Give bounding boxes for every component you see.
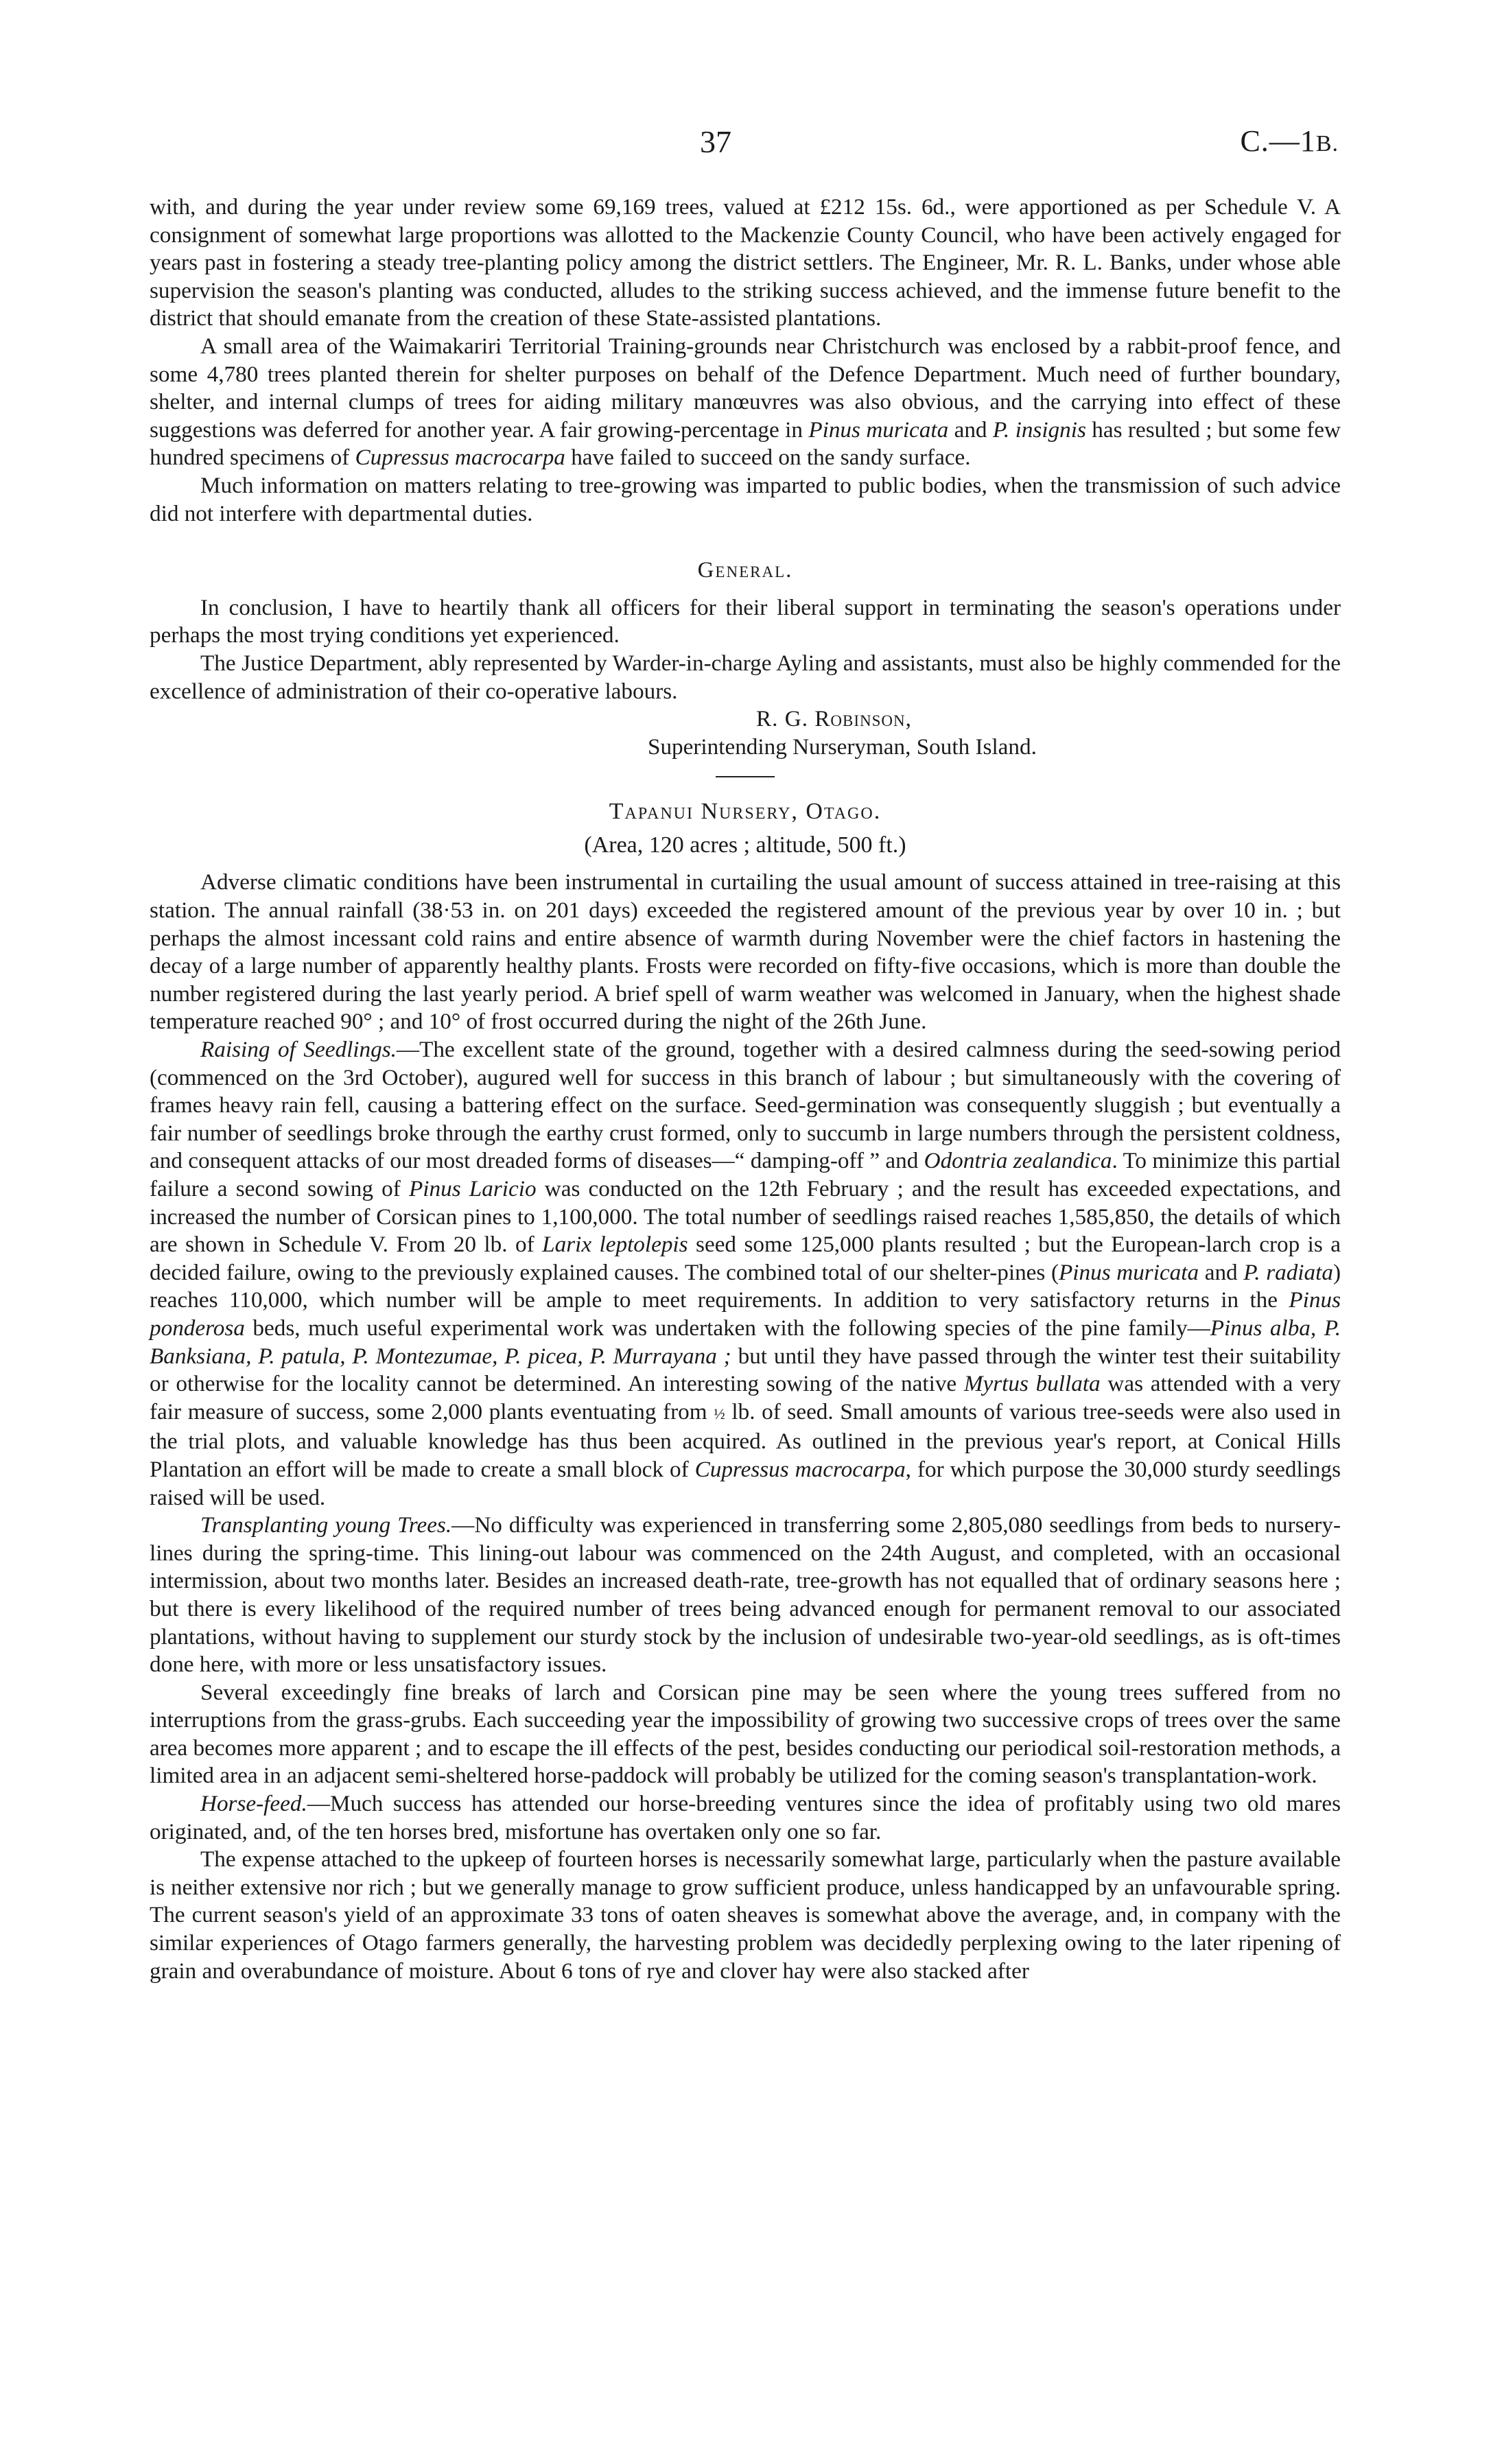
subsection-label: Raising of Seedlings. xyxy=(200,1037,397,1063)
signature-name: R. G. Robinson, xyxy=(756,706,912,732)
text-run: and xyxy=(1199,1259,1244,1285)
page-number: 37 xyxy=(700,124,731,159)
text-run: —No difficulty was experienced in transferring some 2,805,080 seedlings from beds to nursery-lines during the spring-time. This lining-out labour was commenced on the 24th August, and completed, with an occasional intermission, about two months later. Besides an increased death-rate, tree-growth has not equalled that of ordinary seasons here ; but there is every likelihood of the required number of trees being advanced enough for permanent removal to our associated plantations, without having to supplement our sturdy stock by the inclusion of undesirable two-year-old seedlings, as is oft-times done here, with more or less unsatisfactory issues. xyxy=(150,1512,1341,1678)
section-subtitle-area: (Area, 120 acres ; altitude, 500 ft.) xyxy=(584,832,906,858)
text-run: —Much success has attended our horse-breeding ventures since the idea of profitably using two old mares originated, and, of the ten horses bred, misfortune has overtaken only one so far. xyxy=(150,1791,1341,1844)
paragraph-transplanting xyxy=(150,1512,1341,1679)
text-run: —The excellent state of the ground, together with a desired calmness during the seed-sowing period (commenced on the 3rd October), augured well for success in this branch of labour ; but simultaneously with the covering of frames heavy rain fell, causing a battering effect on the surface. Seed-germination was consequently sluggish ; but eventually a fair number of seedlings broke through the earthy crust formed, only to succumb in large numbers through the persistent coldness, and consequent attacks of our most dreaded forms of diseases—“ damping-off ” and xyxy=(150,1037,1341,1174)
text-run: . To minimize this partial failure a second sowing of xyxy=(150,1148,1341,1201)
subsection-label: Horse-feed. xyxy=(200,1791,307,1817)
species-name: Cupressus macrocarpa xyxy=(694,1456,906,1482)
paragraph-continuation xyxy=(150,193,1341,333)
species-name: Pinus Laricio xyxy=(409,1176,537,1201)
paragraph-conclusion xyxy=(150,594,1341,650)
text-run: and xyxy=(948,416,993,443)
document-reference xyxy=(1240,124,1339,159)
paragraph-raising-seedlings xyxy=(150,1036,1341,1512)
species-name: Pinus muricata xyxy=(808,416,949,443)
species-name: Pinus muricata xyxy=(1059,1259,1199,1285)
text-run: lb. of seed. Small amounts of various tree-seeds were also used in the trial plots, and valuable knowledge has thus been acquired. As outlined in the previous year's report, at Conical Hills Plantation an effort will be made to create a small block of xyxy=(150,1398,1341,1482)
section-title-tapanui: Tapanui Nursery, Otago. xyxy=(609,799,882,825)
species-name: P. radiata xyxy=(1243,1259,1333,1285)
text-run: was conducted on the 12th February ; and the result has exceeded expectations, and increased the number of Corsican pines to 1,100,000. The total number of seedlings raised reaches 1,585,850, the details of which are shown in Schedule V. From 20 lb. of xyxy=(150,1176,1341,1258)
species-name: P. insignis xyxy=(992,416,1086,443)
subsection-label: Transplanting young Trees. xyxy=(200,1512,452,1538)
paragraph-text: Several exceedingly fine breaks of larch and Corsican pine may be seen where the young trees suffered from no interruptions from the grass-grubs. Each succeeding year the impossibility of growing two successive crops of trees over the same area becomes more apparent ; and to escape the ill effects of the pest, besides conducting our periodical soil-restoration methods, a limited area in an adjacent semi-sheltered horse-paddock will probably be utilized for the coming season's transplantation-work. xyxy=(150,1679,1341,1789)
paragraph-text: In conclusion, I have to heartily thank all officers for their liberal support in terminating the season's operations under perhaps the most trying conditions yet experienced. xyxy=(150,594,1341,648)
paragraph-defence-plantation xyxy=(150,333,1341,472)
text-run: was attended with a very fair measure of success, some 2,000 plants eventuating from xyxy=(150,1371,1341,1424)
paragraph-grass-grubs xyxy=(150,1679,1341,1790)
paragraph-public-bodies xyxy=(150,472,1341,528)
section-heading-general: General. xyxy=(697,558,793,583)
section-divider xyxy=(716,776,775,777)
paragraph-text: The expense attached to the upkeep of fourteen horses is necessarily somewhat large, particularly when the pasture available is neither extensive nor rich ; but we generally manage to grow sufficient produce, unless handicapped by an unfavourable spring. The current season's yield of an approximate 33 tons of oaten sheaves is somewhat above the average, and, in company with the similar experiences of Otago farmers generally, the harvesting problem was decidedly perplexing owing to the later ripening of grain and overabundance of moisture. About 6 tons of rye and clover hay were also stacked after xyxy=(150,1846,1341,1984)
species-name: Odontria zealandica xyxy=(924,1148,1112,1174)
paragraph-horse-feed xyxy=(150,1790,1341,1846)
species-name: Larix leptolepis xyxy=(542,1232,688,1258)
paragraph-text: Adverse climatic conditions have been instrumental in curtailing the usual amount of success attained in tree-raising at this station. The annual rainfall (38·53 in. on 201 days) exceeded the registered amount of the previous year by over 10 in. ; but perhaps the almost incessant cold rains and entire absence of warmth during November were the chief factors in hastening the decay of a large number of apparently healthy plants. Frosts were recorded on fifty-five occasions, which is more than double the number registered during the last yearly period. A brief spell of warm weather was welcomed in January, when the highest shade temperature reached 90° ; and 10° of frost occurred during the night of the 26th June. xyxy=(150,869,1341,1035)
fraction: ½ xyxy=(714,1405,725,1422)
text-run: has resulted ; but some few hundred specimens of xyxy=(150,416,1341,471)
species-name: Pinus ponderosa xyxy=(150,1287,1341,1341)
document-reference-main: C.—1 xyxy=(1240,124,1316,158)
text-run: but until they have passed through the winter test their suitability or otherwise for the locality cannot be determined. An interesting sowing of the native xyxy=(150,1343,1341,1397)
species-name: Cupressus macrocarpa xyxy=(355,445,565,471)
species-list: Pinus alba, P. Banksiana, P. patula, P. Montezumae, P. picea, P. Murrayana ; xyxy=(150,1315,1341,1369)
page-header xyxy=(0,124,1491,165)
text-run: A small area of the Waimakariri Territorial Training-grounds near Christchurch was enclosed by a rabbit-proof fence, and some 4,780 trees planted therein for shelter purposes on behalf of the Defence Department. Much need of further boundary, shelter, and internal clumps of trees for aiding military manœuvres was also obvious, and the carrying into effect of these suggestions was deferred for another year. A fair growing-percentage in xyxy=(150,333,1341,443)
document-reference-suffix: B. xyxy=(1315,131,1339,156)
paragraph-climate xyxy=(150,869,1341,1036)
paragraph-text: Much information on matters relating to tree-growing was imparted to public bodies, when the transmission of such advice did not interfere with departmental duties. xyxy=(150,472,1341,526)
text-run: , for which purpose the 30,000 sturdy seedlings raised will be used. xyxy=(150,1456,1341,1510)
body-text xyxy=(150,193,1341,1985)
text-run: seed some 125,000 plants resulted ; but the European-larch crop is a decided failure, owing to the previously explained causes. The combined total of our shelter-pines ( xyxy=(150,1232,1341,1285)
text-run: beds, much useful experimental work was undertaken with the following species of the pine family— xyxy=(244,1315,1210,1341)
signature-title: Superintending Nurseryman, South Island. xyxy=(648,734,1037,760)
text-run: ) reaches 110,000, which number will be ample to meet requirements. In addition to very satisfactory returns in the xyxy=(150,1259,1341,1313)
paragraph-text: The Justice Department, ably represented by Warder-in-charge Ayling and assistants, must also be highly commended for the excellence of administration of their co-operative labours. xyxy=(150,650,1341,704)
paragraph-justice-department xyxy=(150,650,1341,705)
paragraph-text: with, and during the year under review some 69,169 trees, valued at £212 15s. 6d., were apportioned as per Schedule V. A consignment of somewhat large proportions was allotted to the Mackenzie County Council, who have been actively engaged for years past in fostering a steady tree-planting policy among the district settlers. The Engineer, Mr. R. L. Banks, under whose able supervision the season's planting was conducted, alludes to the striking success achieved, and the immense future benefit to the district that should emanate from the creation of these State-assisted plantations. xyxy=(150,194,1341,331)
paragraph-horse-upkeep xyxy=(150,1846,1341,1985)
text-run: have failed to succeed on the sandy surface. xyxy=(565,445,971,471)
species-name: Myrtus bullata xyxy=(963,1371,1101,1397)
